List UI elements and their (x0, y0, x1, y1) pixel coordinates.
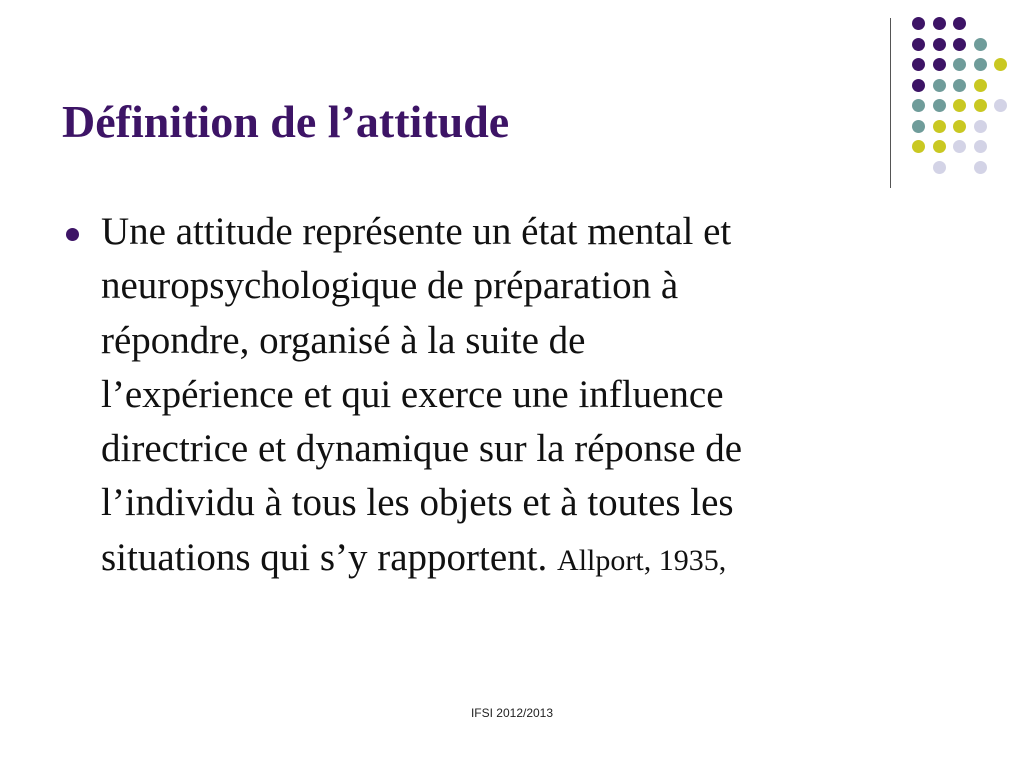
dot-purple (953, 17, 966, 30)
dot-purple (933, 58, 946, 71)
body-line: directrice et dynamique sur la réponse de (101, 427, 743, 471)
dot-yellow (974, 79, 987, 92)
dot-teal (953, 58, 966, 71)
dot-lavender (994, 99, 1007, 112)
dot-lavender (933, 161, 946, 174)
body-line-last (101, 531, 961, 588)
dot-teal (912, 99, 925, 112)
round-bullet-icon (66, 228, 79, 241)
dot-teal (953, 79, 966, 92)
dot-lavender (974, 161, 987, 174)
slide-title: Définition de l’attitude (62, 96, 510, 147)
dot-lavender (974, 120, 987, 133)
body-line: répondre, organisé à la suite de (101, 318, 586, 362)
dot-purple (912, 58, 925, 71)
dot-teal (974, 38, 987, 51)
dot-purple (912, 17, 925, 30)
dot-yellow (933, 140, 946, 153)
dot-yellow (974, 99, 987, 112)
dot-yellow (912, 140, 925, 153)
dot-purple (912, 79, 925, 92)
dot-purple (953, 38, 966, 51)
vertical-divider (890, 18, 891, 188)
body-line: l’expérience et qui exerce une influence (101, 372, 724, 416)
citation: Allport, 1935, (557, 543, 727, 577)
dot-lavender (953, 140, 966, 153)
dot-yellow (994, 58, 1007, 71)
dot-yellow (953, 120, 966, 133)
dot-lavender (974, 140, 987, 153)
dot-teal (933, 99, 946, 112)
dot-yellow (953, 99, 966, 112)
dot-purple (912, 38, 925, 51)
body-line: neuropsychologique de préparation à (101, 264, 679, 308)
dot-teal (933, 79, 946, 92)
dot-teal (974, 58, 987, 71)
body-line: l’individu à tous les objets et à toutes les (101, 481, 734, 525)
dot-teal (912, 120, 925, 133)
body-line-text: situations qui s’y rapportent. (101, 535, 548, 579)
dot-purple (933, 17, 946, 30)
footer-text: IFSI 2012/2013 (470, 706, 554, 720)
body-paragraph (101, 205, 961, 588)
body-line: Une attitude représente un état mental et (101, 210, 732, 253)
dot-yellow (933, 120, 946, 133)
dot-purple (933, 38, 946, 51)
